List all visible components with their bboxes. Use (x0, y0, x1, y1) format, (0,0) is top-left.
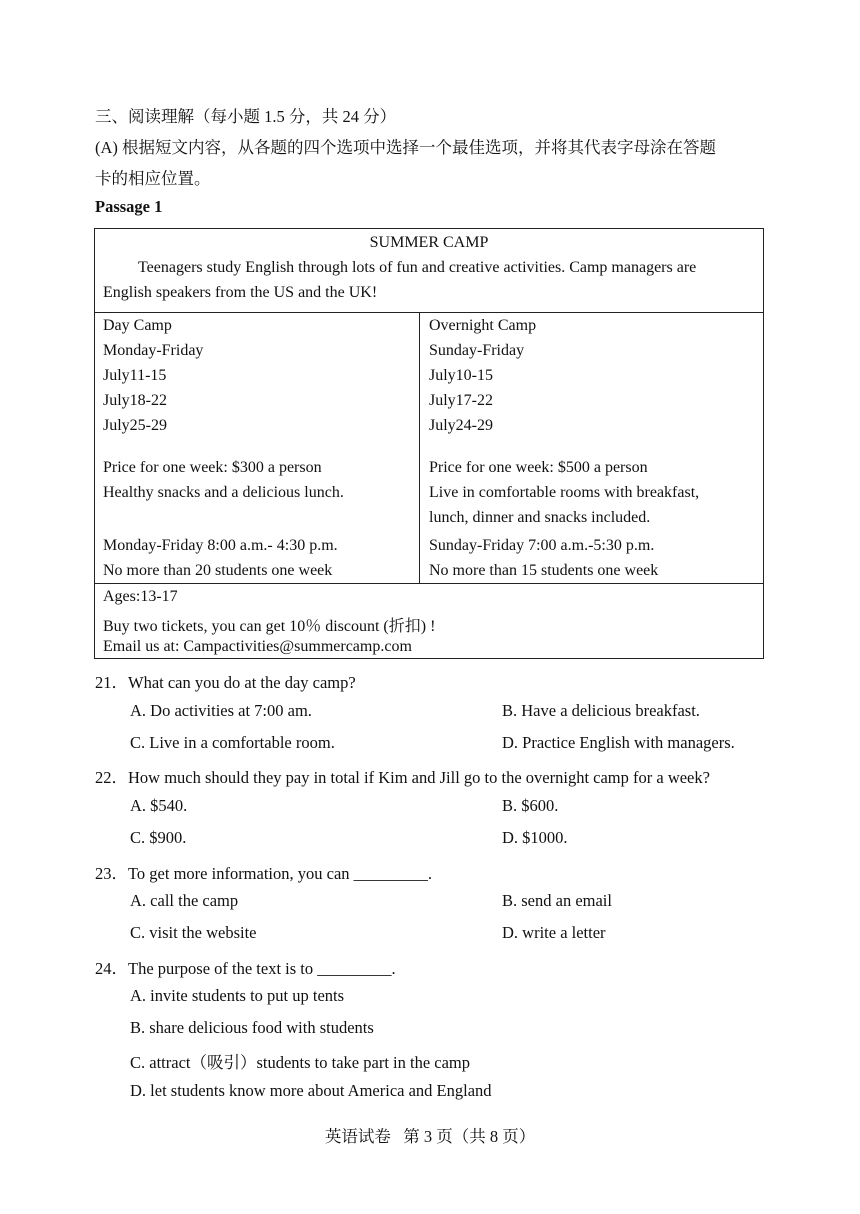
section-title: 三、阅读理解（每小题 1.5 分，共 24 分） (95, 107, 397, 126)
instruction-line-1: (A) 根据短文内容，从各题的四个选项中选择一个最佳选项，并将其代表字母涂在答题 (95, 138, 717, 157)
option-c[interactable]: C. visit the website (130, 923, 257, 942)
notice-title: SUMMER CAMP (369, 234, 489, 251)
table-divider-bottom (95, 583, 763, 584)
overnight-camp-meals: Live in comfortable rooms with breakfast, (429, 484, 700, 501)
camp-email: Email us at: Campactivities@summercamp.com (103, 638, 412, 655)
option-a[interactable]: A. call the camp (130, 891, 239, 910)
question-stem: 21．What can you do at the day camp? (95, 673, 356, 692)
day-camp-date: July18-22 (103, 392, 167, 409)
overnight-camp-limit: No more than 15 students one week (429, 562, 659, 579)
passage-label: Passage 1 (95, 197, 163, 216)
overnight-camp-price: Price for one week: $500 a person (429, 459, 648, 476)
option-b[interactable]: B. $600. (502, 796, 559, 815)
overnight-camp-date: July24-29 (429, 417, 493, 434)
day-camp-days: Monday-Friday (103, 342, 204, 359)
option-d[interactable]: D. let students know more about America and England (130, 1081, 492, 1100)
overnight-camp-date: July10-15 (429, 367, 493, 384)
question-stem: 24．The purpose of the text is to _________. (95, 959, 396, 978)
overnight-camp-hours: Sunday-Friday 7:00 a.m.-5:30 p.m. (429, 537, 655, 554)
camp-notice-table (94, 228, 764, 659)
camp-discount: Buy two tickets, you can get 10％ discount (折扣) ! (103, 618, 436, 635)
option-a[interactable]: A. $540. (130, 796, 188, 815)
instruction-line-2: 卡的相应位置。 (95, 169, 211, 188)
overnight-camp-meals: lunch, dinner and snacks included. (429, 509, 651, 526)
option-c[interactable]: C. $900. (130, 828, 187, 847)
notice-intro-line-1: Teenagers study English through lots of fun and creative activities. Camp managers are (138, 259, 697, 276)
option-b[interactable]: B. send an email (502, 891, 612, 910)
day-camp-name: Day Camp (103, 317, 172, 334)
camp-ages: Ages:13-17 (103, 588, 178, 605)
option-c[interactable]: C. Live in a comfortable room. (130, 733, 335, 752)
day-camp-date: July25-29 (103, 417, 167, 434)
question-stem: 23．To get more information, you can _________. (95, 864, 433, 883)
day-camp-hours: Monday-Friday 8:00 a.m.- 4:30 p.m. (103, 537, 338, 554)
day-camp-meals: Healthy snacks and a delicious lunch. (103, 484, 344, 501)
option-d[interactable]: D. Practice English with managers. (502, 733, 735, 752)
option-a[interactable]: A. Do activities at 7:00 am. (130, 701, 312, 720)
overnight-camp-name: Overnight Camp (429, 317, 537, 334)
day-camp-date: July11-15 (103, 367, 167, 384)
option-a[interactable]: A. invite students to put up tents (130, 986, 345, 1005)
day-camp-limit: No more than 20 students one week (103, 562, 333, 579)
question-stem: 22．How much should they pay in total if Kim and Jill go to the overnight camp for a week? (95, 768, 710, 787)
page-footer: 英语试卷 第 3 页（共 8 页） (324, 1127, 536, 1146)
option-b[interactable]: B. share delicious food with students (130, 1018, 374, 1037)
option-d[interactable]: D. write a letter (502, 923, 606, 942)
option-c[interactable]: C. attract（吸引）students to take part in the camp (130, 1053, 470, 1072)
table-divider-middle (419, 312, 420, 583)
table-divider-top (95, 312, 763, 313)
day-camp-price: Price for one week: $300 a person (103, 459, 322, 476)
option-d[interactable]: D. $1000. (502, 828, 568, 847)
notice-intro-line-2: English speakers from the US and the UK! (103, 284, 378, 301)
option-b[interactable]: B. Have a delicious breakfast. (502, 701, 700, 720)
overnight-camp-date: July17-22 (429, 392, 493, 409)
overnight-camp-days: Sunday-Friday (429, 342, 525, 359)
